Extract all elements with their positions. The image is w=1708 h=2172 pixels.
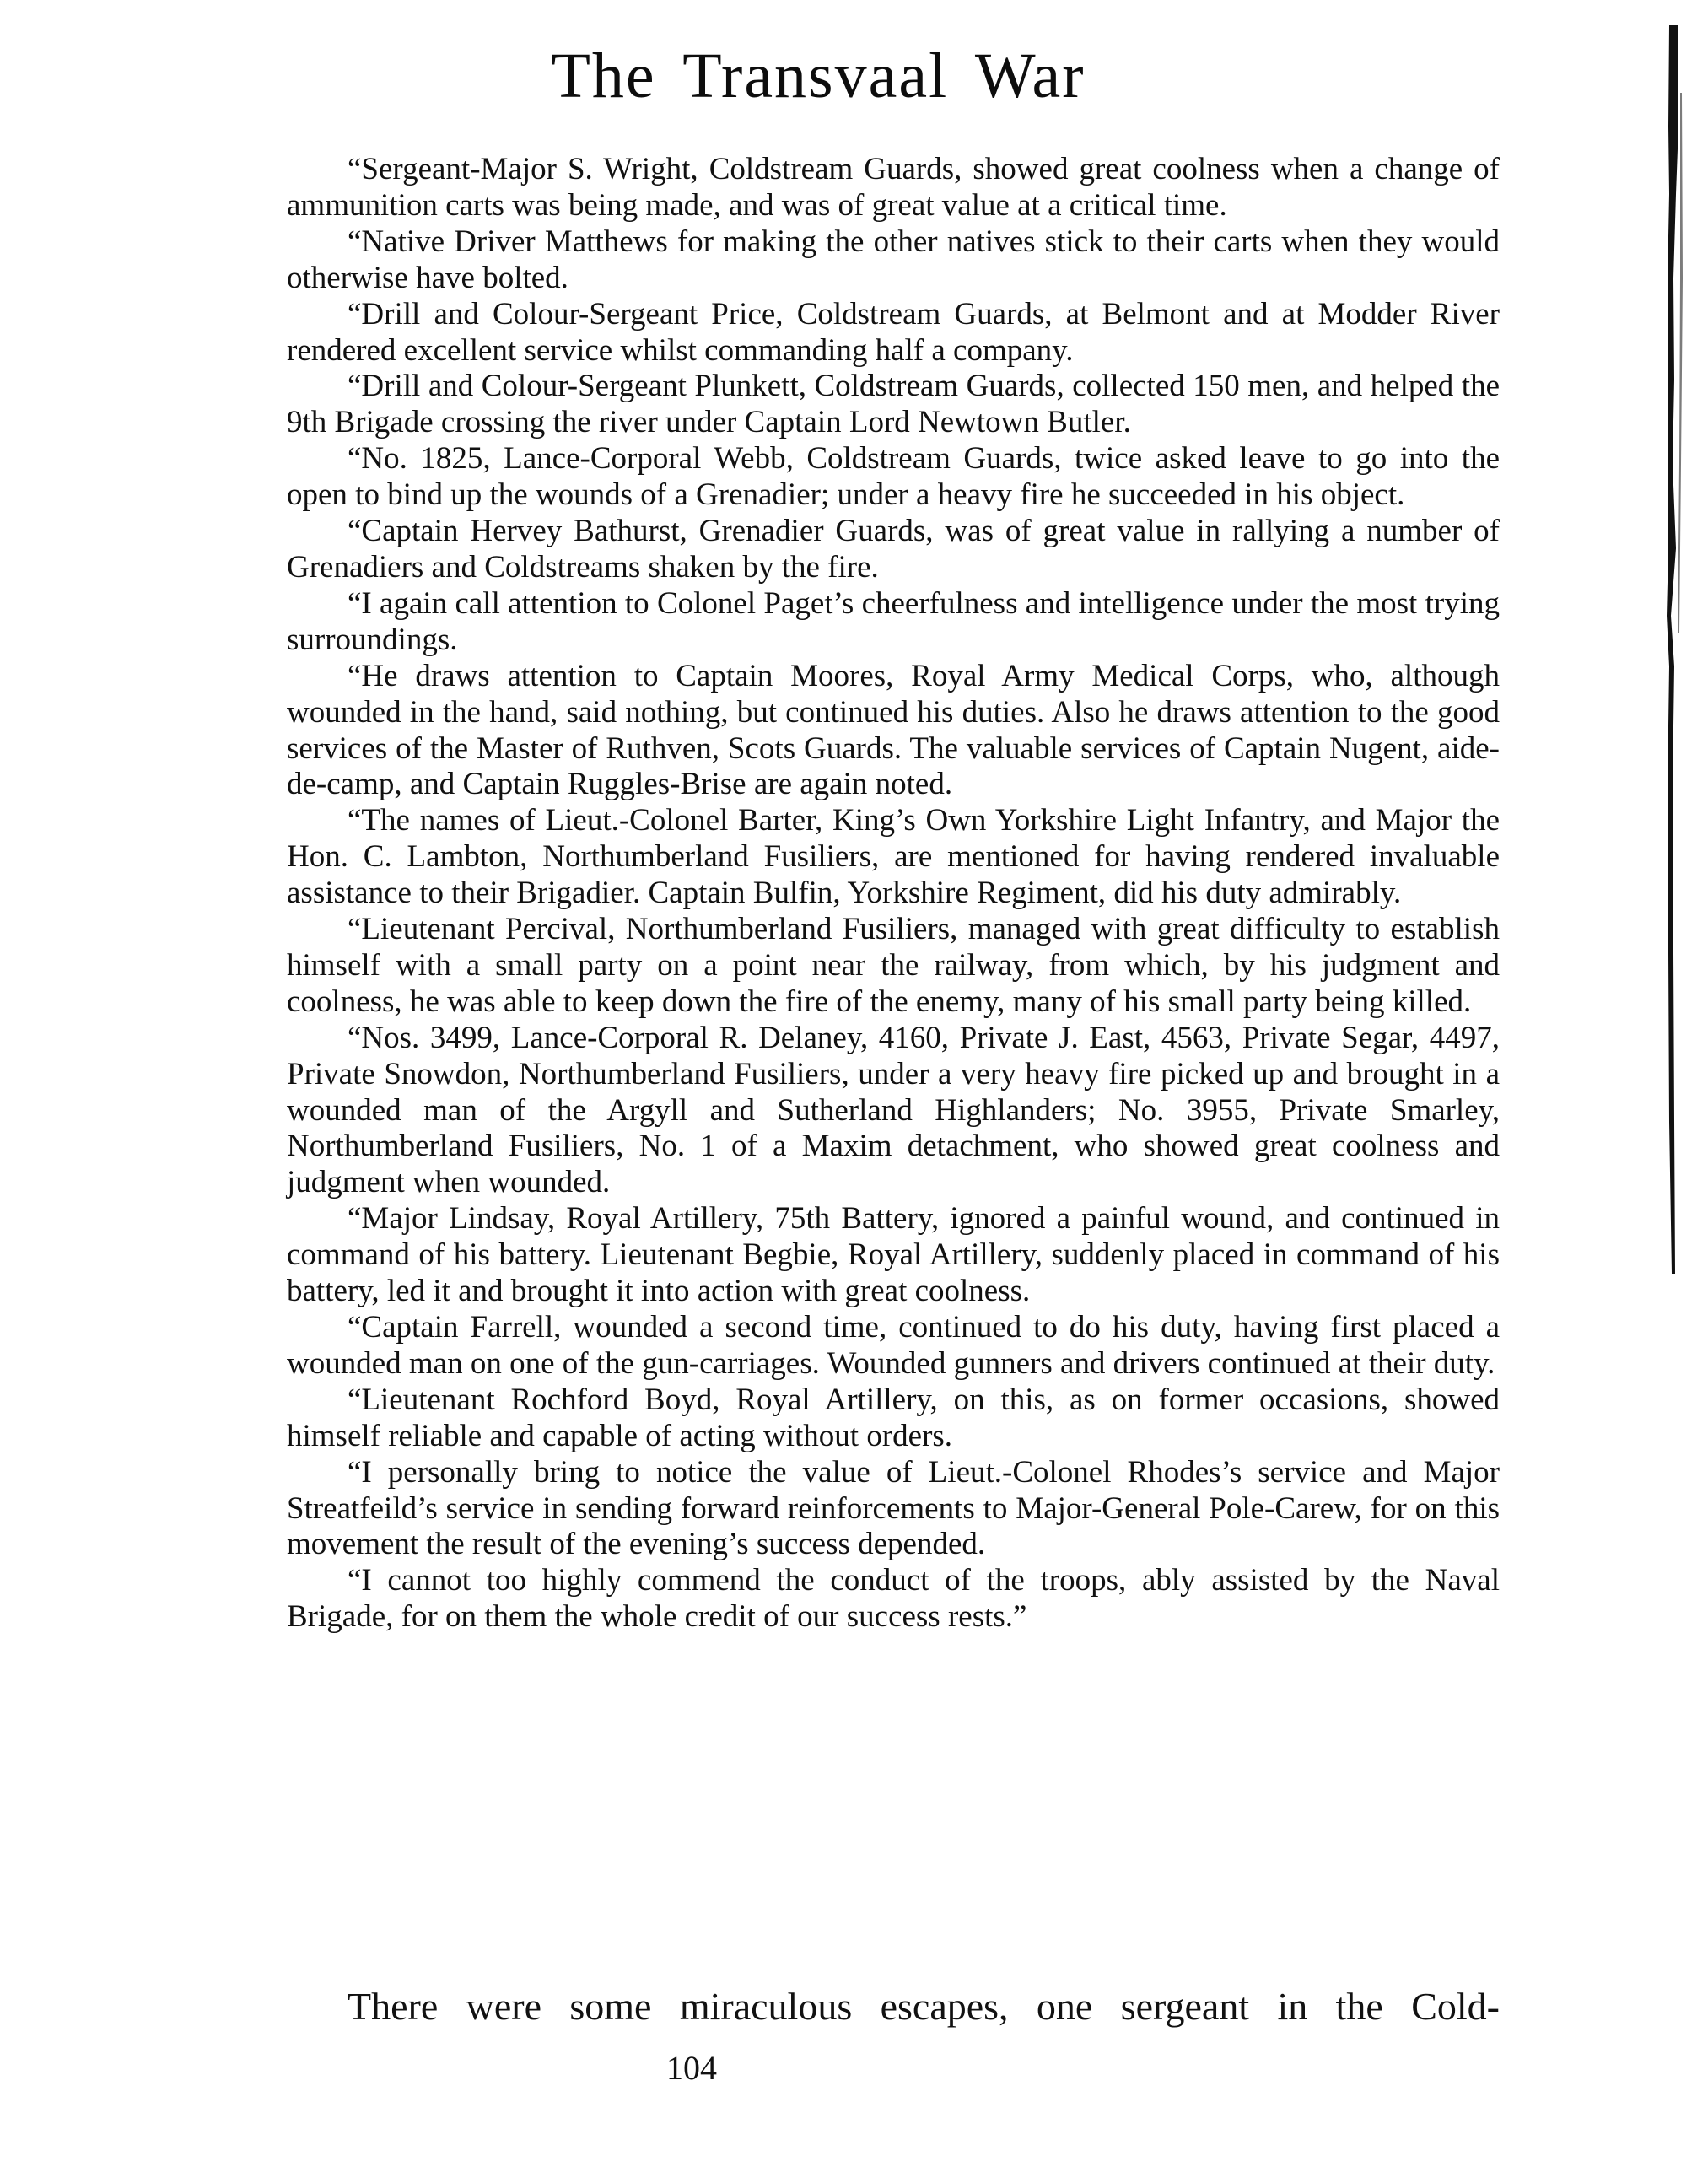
paragraph: “The names of Lieut.-Colonel Barter, King’s Own Yorkshire Light Infantry, and Major the Hon. C. Lambton, Northumberland Fusiliers, are mentioned for having rendered invaluable assistance to their Brigadier. Captain Bulfin, Yorkshire Regiment, did his duty admirably.	[287, 803, 1500, 911]
paragraph: “I again call attention to Colonel Paget’s cheerfulness and intelligence under the most trying surroundings.	[287, 585, 1500, 657]
binding-shadow-decoration	[1666, 25, 1686, 1274]
paragraph: “Lieutenant Percival, Northumberland Fusiliers, managed with great difficulty to establish himself with a small party on a point near the railway, from which, by his judgment and coolness, he was able to keep down the fire of the enemy, many of his small party being killed.	[287, 912, 1500, 1019]
page-title: The Transvaal War	[551, 40, 1086, 111]
paragraph: “I cannot too highly commend the conduct of the troops, ably assisted by the Naval Brigade, for on them the whole credit of our success rests.”	[287, 1563, 1500, 1635]
page-number: 104	[666, 2049, 717, 2087]
paragraph: “No. 1825, Lance-Corporal Webb, Coldstream Guards, twice asked leave to go into the open to bind up the wounds of a Grenadier; under a heavy fire he succeeded in his object.	[287, 441, 1500, 513]
paragraph: “Captain Farrell, wounded a second time, continued to do his duty, having first placed a wounded man on one of the gun-carriages. Wounded gunners and drivers continued at their duty.	[287, 1310, 1500, 1381]
paragraph: “Drill and Colour-Sergeant Price, Coldstream Guards, at Belmont and at Modder River rendered excellent service whilst commanding half a company.	[287, 296, 1500, 368]
paragraph: “I personally bring to notice the value of Lieut.-Colonel Rhodes’s service and Major Streatfeild’s service in sending forward reinforcements to Major-General Pole-Carew, for on this movement the result of the evening’s success depended.	[287, 1454, 1500, 1562]
body-text	[287, 152, 1500, 1636]
paragraph: “Native Driver Matthews for making the other natives stick to their carts when they would otherwise have bolted.	[287, 224, 1500, 295]
paragraph: “Drill and Colour-Sergeant Plunkett, Coldstream Guards, collected 150 men, and helped the 9th Brigade crossing the river under Captain Lord Newtown Butler.	[287, 369, 1500, 440]
paragraph: “Captain Hervey Bathurst, Grenadier Guards, was of great value in rallying a number of Grenadiers and Coldstreams shaken by the fire.	[287, 514, 1500, 585]
paragraph: “He draws attention to Captain Moores, Royal Army Medical Corps, who, although wounded in the hand, said nothing, but continued his duties. Also he draws attention to the good services of the Master of Ruthven, Scots Guards. The valuable services of Captain Nugent, aide-de-camp, and Captain Ruggles-Brise are again noted.	[287, 658, 1500, 802]
paragraph: “Nos. 3499, Lance-Corporal R. Delaney, 4160, Private J. East, 4563, Private Segar, 4497, Private Snowdon, Northumberland Fusiliers, under a very heavy fire picked up and brought in a wounded man of the Argyll and Sutherland Highlanders; No. 3955, Private Smarley, Northumberland Fusiliers, No. 1 of a Maxim detachment, who showed great coolness and judgment when wounded.	[287, 1020, 1500, 1200]
paragraph: “Sergeant-Major S. Wright, Coldstream Guards, showed great coolness when a change of ammunition carts was being made, and was of great value at a critical time.	[287, 152, 1500, 223]
closing-line: There were some miraculous escapes, one sergeant in the Cold-	[348, 1985, 1500, 2028]
paragraph: “Lieutenant Rochford Boyd, Royal Artillery, on this, as on former occasions, showed himself reliable and capable of acting without orders.	[287, 1382, 1500, 1453]
paragraph: “Major Lindsay, Royal Artillery, 75th Battery, ignored a painful wound, and continued in command of his battery. Lieutenant Begbie, Royal Artillery, suddenly placed in command of his battery, led it and brought it into action with great coolness.	[287, 1201, 1500, 1309]
